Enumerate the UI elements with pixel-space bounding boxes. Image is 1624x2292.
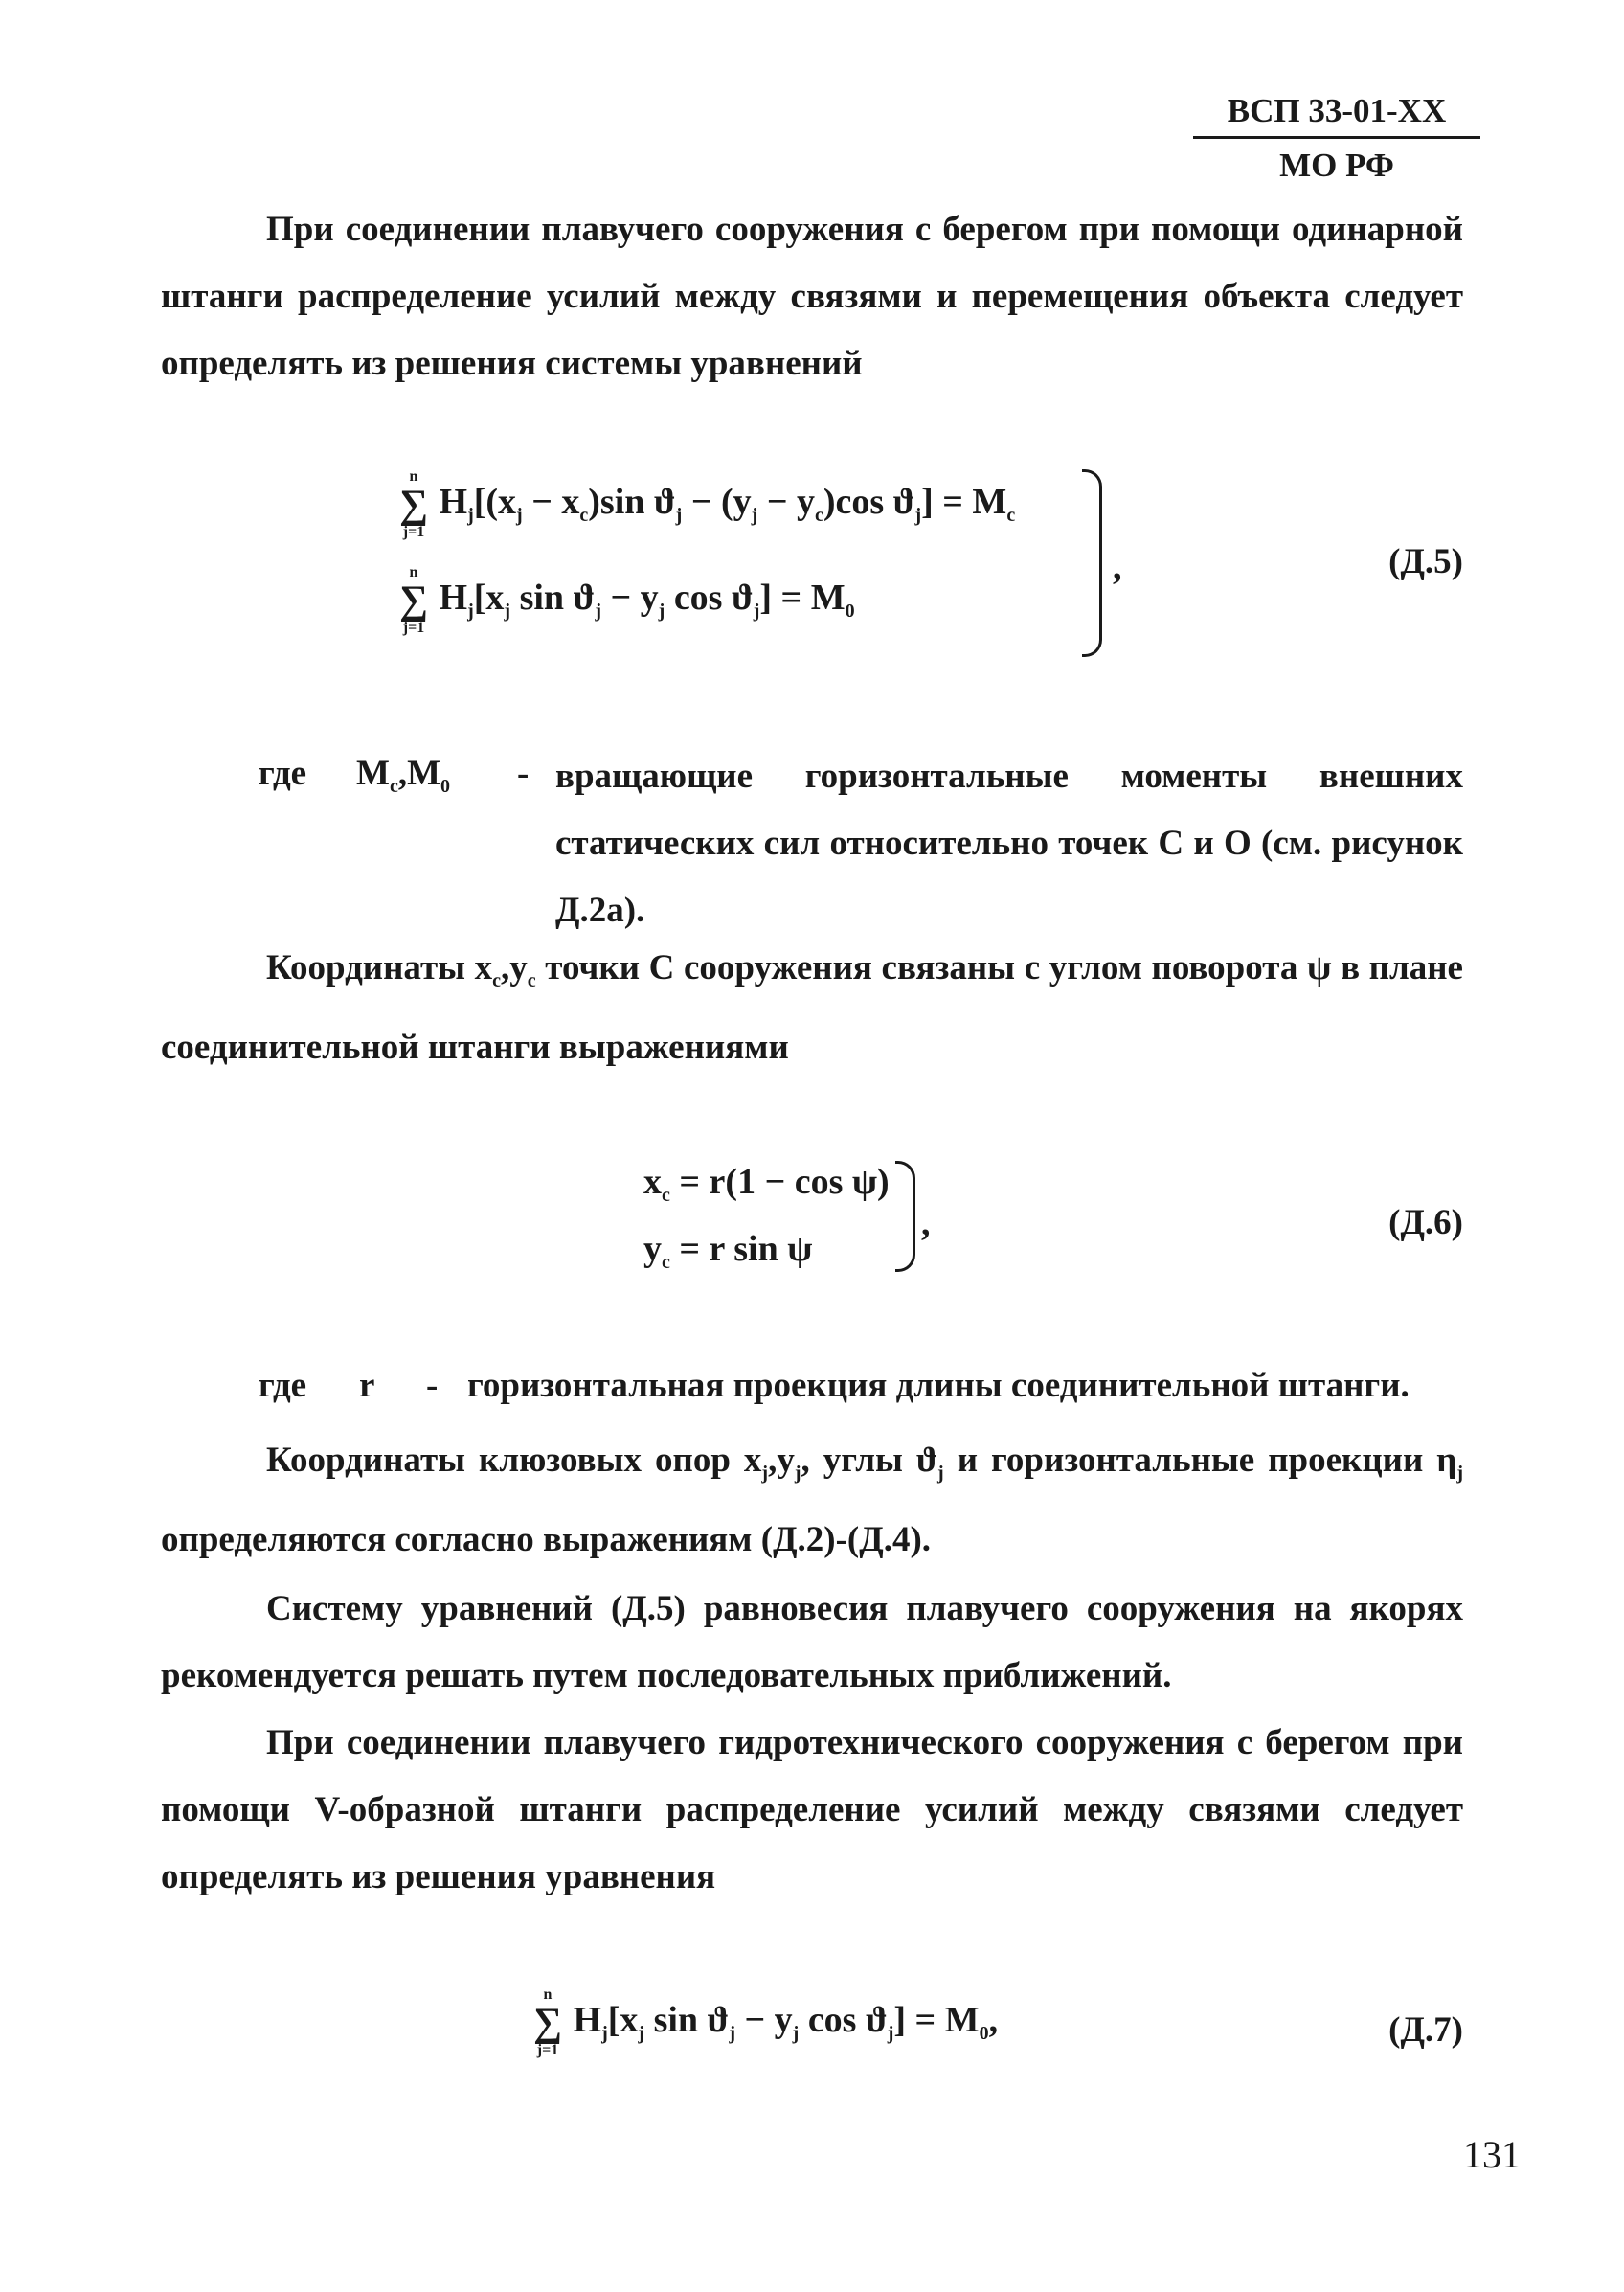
- where-dash: -: [426, 1366, 439, 1405]
- where-label: где: [259, 754, 307, 793]
- equation-d5-line1: n ∑ j=1 $H_j[(x_j - x_c)\sin$ $ϑ_j - (y_j - y_c)\cos$ $ϑ_j] = M_c$: [397, 469, 1015, 540]
- equation-comma: ,: [921, 1203, 931, 1243]
- where-label: где: [259, 1366, 307, 1405]
- where-symbols: $M_c,M_0$: [356, 754, 451, 797]
- where-definition: горизонтальная проекция длины соединительной штанги.: [467, 1366, 1410, 1405]
- paragraph-5: При соединении плавучего гидротехнического сооружения с берегом при помощи V-образной штанги распределение усилий между связями следует определять из решения уравнения: [161, 1723, 1463, 1896]
- paragraph-1: При соединении плавучего сооружения с берегом при помощи одинарной штанги распределение усилий между связями и перемещения объекта следует определять из решения системы уравнений: [161, 210, 1463, 383]
- sum-symbol: n ∑ j=1: [399, 564, 428, 636]
- page-number: 131: [1463, 2133, 1521, 2176]
- equation-number-d6: (Д.6): [1388, 1203, 1463, 1242]
- sum-symbol: n ∑ j=1: [533, 1986, 562, 2058]
- document-header: [1193, 92, 1480, 185]
- document-org: МО РФ: [1279, 147, 1394, 184]
- where-dash: -: [517, 754, 530, 793]
- sum-symbol: n ∑ j=1: [399, 468, 428, 540]
- document-code: ВСП 33-01-ХХ: [1193, 92, 1480, 139]
- paragraph-4: Систему уравнений (Д.5) равновесия плавучего сооружения на якорях рекомендуется решать путем последовательных приближений.: [161, 1589, 1463, 1695]
- equation-d5-line2: n ∑ j=1 $H_j[x_j$ $\sin ϑ_j - y_j$ $\cos ϑ_j] = M_0$: [397, 565, 855, 636]
- equation-d7: n ∑ j=1 $H_j[x_j$ $\sin ϑ_j - y_j$ $\cos ϑ_j] = M_0$,: [531, 1987, 998, 2058]
- equation-d6-line2: $y_c = r$ sin ψ: [643, 1229, 813, 1273]
- equation-number-d7: (Д.7): [1388, 2010, 1463, 2050]
- equation-d6-line1: $x_c = r(1 - \cos \psi)$: [643, 1162, 890, 1206]
- right-brace: [895, 1161, 915, 1272]
- where-symbol: r: [359, 1366, 375, 1405]
- paragraph-3: Координаты клюзовых опор $x_j,y_j$, углы $ϑ_j$ и горизонтальные проекции $\eta_j$ определяются согласно выражениям (Д.2)-(Д.4).: [161, 1441, 1463, 1559]
- where-definition: вращающие горизонтальные моменты внешних статических сил относительно точек С и О (см. рисунок Д.2а).: [555, 757, 1463, 930]
- right-brace: [1082, 469, 1102, 657]
- equation-number-d5: (Д.5): [1388, 542, 1463, 581]
- equation-comma: ,: [1113, 547, 1122, 587]
- paragraph-2: Координаты $x_c,y_c$ точки С сооружения связаны с углом поворота ψ в плане соединительной штанги выражениями: [161, 948, 1463, 1067]
